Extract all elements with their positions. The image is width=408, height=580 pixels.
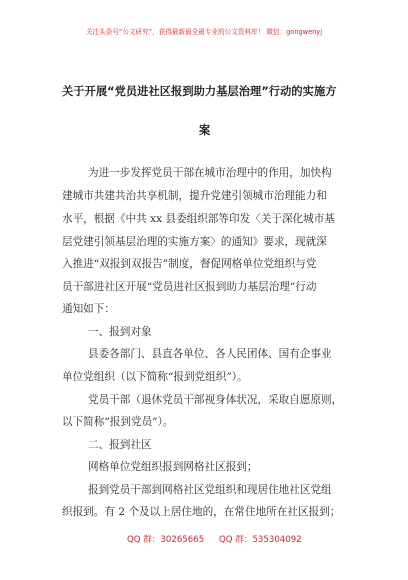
body-line: 以下简称“报到党员”）。 xyxy=(62,416,174,428)
body-line: 县委各部门、县直各单位、各人民团体、国有企事业 xyxy=(88,348,332,360)
document-title-line-1: 关于开展“党员进社区报到助力基层治理”行动的实施方 xyxy=(62,85,337,98)
body-line: 织报到。有 2 个及以上居住地的，在常住地所在社区报到； xyxy=(62,506,341,518)
body-line: 层党建引领基层治理的实施方案〉的通知》要求，现就深 xyxy=(62,236,327,248)
body-line: 为进一步发挥党员干部在城市治理中的作用，加快构 xyxy=(88,167,332,179)
section-heading: 一、报到对象 xyxy=(88,326,152,338)
body-line: 员干部进社区开展“党员进社区报到助力基层治理”行动 xyxy=(62,281,317,293)
body-line: 党员干部（退休党员干部视身体状况，采取自愿原则， xyxy=(88,394,343,406)
qq-group-1: QQ 群：30265665 xyxy=(127,535,205,545)
body-line: 单位党组织（以下简称“报到党组织”）。 xyxy=(62,371,248,383)
body-line: 入推进“双报到双报告”制度，督促网格单位党组织与党 xyxy=(62,258,317,270)
document-title-line-2: 案 xyxy=(199,124,211,137)
body-line: 建城市共建共治共享机制，提升党建引领城市治理能力和 xyxy=(62,190,327,202)
body-line: 网格单位党组织报到网格社区报到； xyxy=(88,461,258,473)
qq-group-2: QQ 群：535304092 xyxy=(219,535,302,545)
body-line: 通知如下： xyxy=(62,303,115,315)
header-banner: 关注头条号“公文研究”，获得最新最全最专业的公文资料库！ 微信：gongwenyj xyxy=(85,28,323,36)
section-heading: 二、报到社区 xyxy=(88,439,152,451)
footer-contacts xyxy=(0,532,408,546)
body-line: 报到党员干部到网格社区党组织和现居住地社区党组 xyxy=(88,484,332,496)
body-line: 水平，根据《中共 xx 县委组织部等印发〈关于深化城市基 xyxy=(62,213,335,225)
